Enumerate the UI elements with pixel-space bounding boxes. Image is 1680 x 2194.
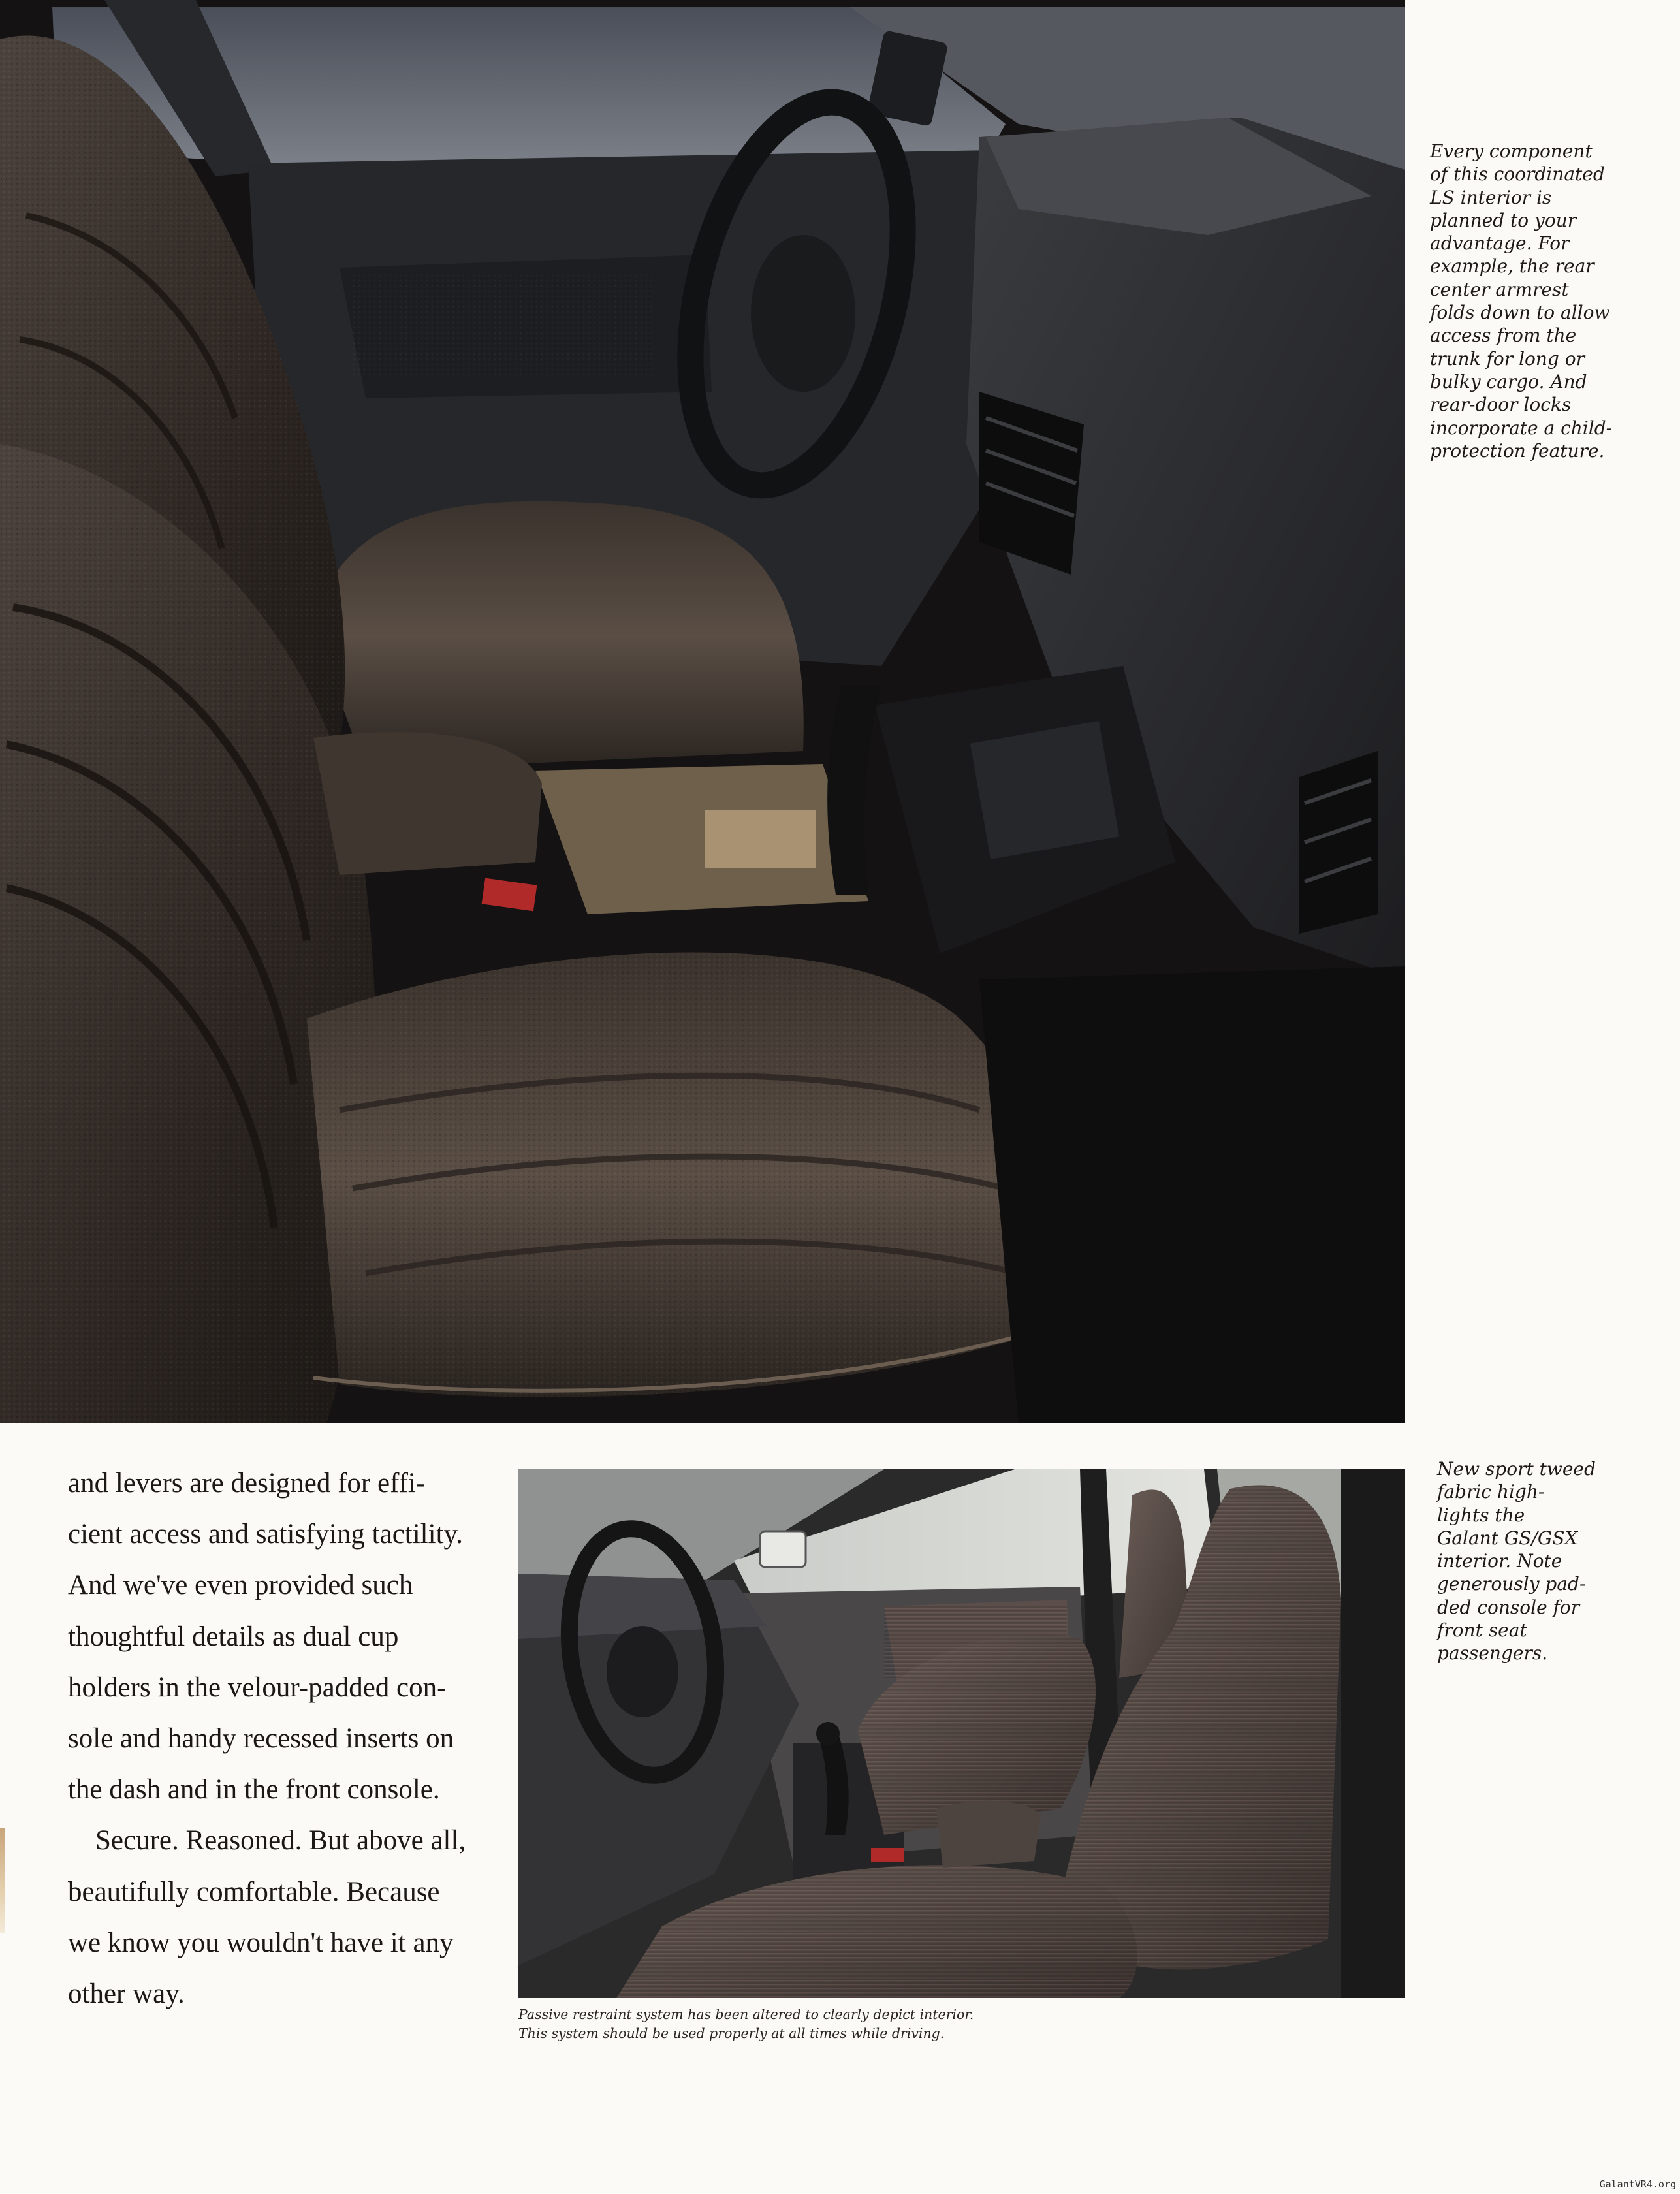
- caption-line: Every component: [1430, 140, 1593, 162]
- body-line: And we've even provided such: [68, 1570, 413, 1601]
- body-line: thoughtful details as dual cup: [68, 1621, 399, 1652]
- caption-line: passengers.: [1437, 1642, 1548, 1664]
- caption-line: generously pad-: [1437, 1573, 1586, 1595]
- body-line: beautifully comfortable. Because: [68, 1876, 440, 1907]
- ls-interior-caption: [1430, 140, 1612, 462]
- caption-line: fabric high-: [1437, 1481, 1545, 1503]
- page-edge-stain: [0, 1828, 5, 1933]
- body-line: cient access and satisfying tactility.: [68, 1519, 463, 1550]
- caption-line: center armrest: [1430, 278, 1569, 300]
- caption-line: lights the: [1437, 1504, 1525, 1526]
- gs-gsx-caption: [1437, 1457, 1596, 1665]
- caption-line: interior. Note: [1437, 1550, 1562, 1572]
- caption-line: access from the: [1430, 325, 1577, 347]
- body-line: Secure. Reasoned. But above all,: [95, 1825, 466, 1856]
- body-line: other way.: [68, 1979, 185, 2010]
- caption-line: incorporate a child-: [1430, 417, 1613, 439]
- note-line: Passive restraint system has been altered to clearly depict interior.: [518, 2007, 974, 2022]
- body-line: the dash and in the front console.: [68, 1774, 440, 1805]
- caption-line: trunk for long or: [1430, 347, 1585, 370]
- note-line: This system should be used properly at all times while driving.: [518, 2026, 945, 2041]
- restraint-system-note: [518, 2005, 974, 2043]
- caption-line: advantage. For: [1430, 232, 1570, 255]
- caption-line: planned to your: [1430, 209, 1577, 231]
- caption-line: ded console for: [1437, 1596, 1580, 1618]
- caption-line: rear-door locks: [1430, 394, 1572, 416]
- caption-line: of this coordinated: [1430, 163, 1605, 185]
- body-copy: [68, 1458, 466, 2020]
- caption-line: front seat: [1437, 1619, 1527, 1642]
- caption-line: protection feature.: [1430, 439, 1605, 462]
- caption-line: example, the rear: [1430, 255, 1594, 278]
- watermark: GalantVR4.org: [1599, 2178, 1676, 2190]
- caption-line: folds down to allow: [1430, 302, 1610, 324]
- body-line: sole and handy recessed inserts on: [68, 1723, 454, 1755]
- body-line: and levers are designed for effi-: [68, 1468, 426, 1499]
- caption-line: New sport tweed: [1437, 1458, 1596, 1480]
- caption-line: LS interior is: [1430, 186, 1552, 208]
- caption-line: Galant GS/GSX: [1437, 1527, 1578, 1549]
- gs-gsx-interior-illustration: [518, 1469, 1405, 1998]
- body-line: we know you wouldn't have it any: [68, 1927, 454, 1958]
- gs-gsx-interior-photo: [518, 1469, 1405, 1998]
- caption-line: bulky cargo. And: [1430, 370, 1587, 392]
- body-line: holders in the velour-padded con-: [68, 1672, 447, 1703]
